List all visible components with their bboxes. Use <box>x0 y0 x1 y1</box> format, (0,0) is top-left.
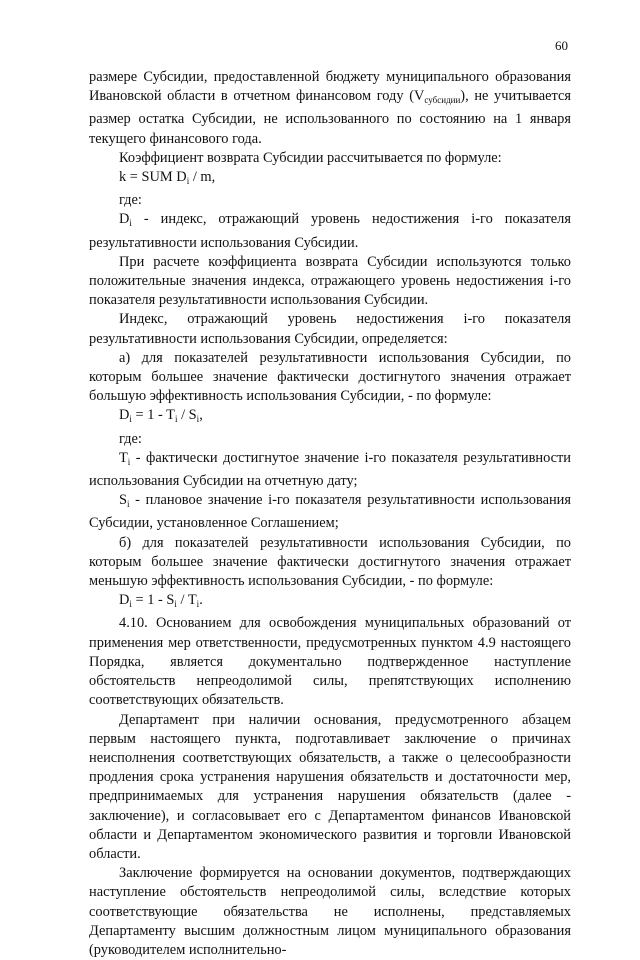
text-run: - плановое значение i-го показателя результативности использования Субсидии, установленное Соглашением; <box>89 492 571 532</box>
text-run: . <box>199 592 203 609</box>
subscript: субсидии <box>424 95 461 106</box>
paragraph <box>89 449 571 491</box>
text-run: / S <box>177 407 197 424</box>
paragraph <box>89 253 571 311</box>
subscript: i <box>196 599 200 610</box>
text-run: 4.10. Основанием для освобождения муниципальных образований от применения мер ответственности, предусмотренных пунктом 4.9 настоящего Порядка, является документально подтвержденное наступление обстоятельств непреодолимой силы, препятствующих исполнению соответствующих обязательств. <box>89 615 571 709</box>
page-number: 60 <box>555 38 568 53</box>
text-run: D <box>119 211 130 228</box>
text-run: а) для показателей результативности использования Субсидии, по которым большее значение фактически достигнутого значения отражает большую эффективность использования Субсидии, - по формуле: <box>89 349 571 405</box>
text-run: S <box>119 492 128 509</box>
text-run: Заключение формируется на основании документов, подтверждающих наступление обстоятельств непреодолимой силы, вследствие которых соответствующие обязательства не исполнены, представляемых Департаменту высшим должностным лицом муниципального образования (руководителем исполнительно- <box>89 865 571 958</box>
paragraph <box>89 191 571 210</box>
text-run: ), не учитывается размер остатка Субсидии, не использованного по состоянию на 1 января текущего финансового года. <box>89 88 571 147</box>
text-run: / T <box>176 592 197 609</box>
document-body <box>89 68 571 960</box>
paragraph <box>89 430 571 449</box>
text-run: T <box>119 449 128 466</box>
text-run: где: <box>119 192 142 209</box>
text-run: Департамент при наличии основания, предусмотренного абзацем первым настоящего пункта, подготавливает заключение о причинах неисполнения соответствующих обязательств, а также о целесообразности продления срока устранения нарушения обязательств и достаточности мер, предпринимаемых для устранения нарушения обязательств (далее - заключение), и согласовывает его с Департаментом финансов Ивановской области и Департаментом экономического развития и торговли Ивановской области. <box>89 711 571 862</box>
text-run: k = SUM D <box>119 169 187 186</box>
text-run: / m, <box>189 169 216 186</box>
paragraph <box>89 534 571 592</box>
subscript: i <box>174 414 178 425</box>
text-run: б) для показателей результативности использования Субсидии, по которым большее значение фактически достигнутого значения отражает меньшую эффективность использования Субсидии, - по формуле: <box>89 534 571 590</box>
text-run: где: <box>119 430 142 447</box>
subscript: i <box>186 176 190 187</box>
paragraph <box>89 68 571 149</box>
text-run: размере Субсидии, предоставленной бюджету муниципального образования Ивановской области в отчетном финансовом году (V <box>89 69 571 105</box>
subscript: i <box>127 456 131 467</box>
subscript: i <box>196 414 200 425</box>
text-run: , <box>199 407 203 424</box>
paragraph <box>89 491 571 533</box>
paragraph <box>89 168 571 191</box>
paragraph <box>89 614 571 710</box>
paragraph <box>89 310 571 348</box>
subscript: i <box>129 414 132 425</box>
text-run: Коэффициент возврата Субсидии рассчитывается по формуле: <box>119 149 502 166</box>
text-run: Индекс, отражающий уровень недостижения i-го показателя результативности использования Субсидии, определяется: <box>89 311 571 347</box>
paragraph <box>89 149 571 168</box>
text-run: = 1 - S <box>131 592 175 609</box>
paragraph <box>89 864 571 960</box>
paragraph <box>89 711 571 865</box>
subscript: i <box>129 218 132 229</box>
subscript: i <box>129 599 132 610</box>
subscript: i <box>174 599 177 610</box>
text-run: D <box>119 592 130 609</box>
paragraph <box>89 406 571 429</box>
subscript: i <box>127 499 130 510</box>
text-run: - индекс, отражающий уровень недостижения i-го показателя результативности использования Субсидии. <box>89 211 571 251</box>
text-run: D <box>119 407 130 424</box>
paragraph <box>89 591 571 614</box>
paragraph <box>89 349 571 407</box>
text-run: При расчете коэффициента возврата Субсидии используются только положительные значения индекса, отражающего уровень недостижения i-го показателя результативности использования Субсидии. <box>89 253 571 309</box>
text-run: = 1 - T <box>131 407 175 424</box>
text-run: - фактически достигнутое значение i-го показателя результативности использования Субсидии на отчетную дату; <box>89 449 571 490</box>
paragraph <box>89 210 571 252</box>
